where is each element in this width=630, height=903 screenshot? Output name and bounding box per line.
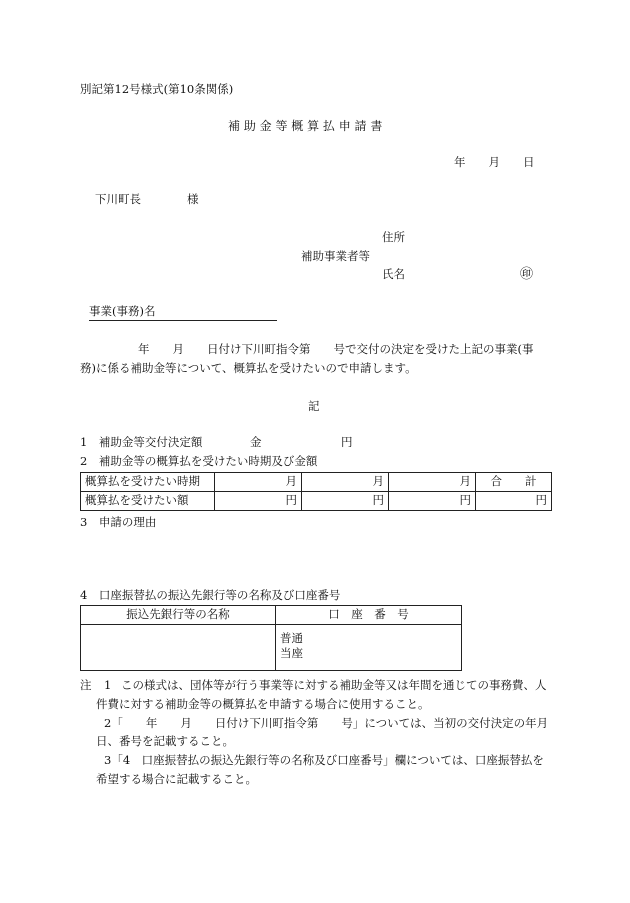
note-1-line-1: この様式は、団体等が行う事業等に対する補助金等又は年間を通じての事務費、人	[121, 678, 547, 692]
table-cell: 円	[389, 492, 476, 511]
name-label: 氏名	[382, 267, 405, 281]
table-cell: 円	[215, 492, 302, 511]
table-cell: 月	[215, 473, 302, 492]
table-cell: 月	[302, 473, 389, 492]
table-header: 振込先銀行等の名称	[81, 606, 276, 625]
item-3-label: 3 申請の理由	[80, 515, 157, 529]
address-label: 住所	[382, 230, 405, 244]
project-name-field	[89, 305, 277, 321]
body-line-1: 年 月 日付け下川町指令第 号で交付の決定を受けた上記の事業(事	[138, 342, 534, 356]
table-row	[81, 606, 462, 625]
date-line: 年 月 日	[454, 155, 535, 169]
note-3-line-1: 3「4 口座振替払の振込先銀行等の名称及び口座番号」欄については、口座振替払を	[104, 753, 544, 767]
applicant-group-label: 補助事業者等	[301, 249, 370, 263]
note-2-line-1: 2「 年 月 日付け下川町指令第 号」については、当初の交付決定の年月	[104, 716, 549, 730]
account-type: 普通	[280, 631, 303, 645]
item-1-kin: 金	[250, 435, 262, 449]
table-header: 口 座 番 号	[276, 606, 462, 625]
item-1-yen: 円	[341, 435, 353, 449]
note-3-line-2: 希望する場合に記載すること。	[96, 772, 257, 786]
item-2-label: 2 補助金等の概算払を受けたい時期及び金額	[80, 454, 318, 468]
addressee: 下川町長 様	[95, 192, 199, 206]
form-id: 別記第12号様式(第10条関係)	[80, 82, 234, 96]
table-row	[81, 492, 552, 511]
table-cell: 円	[476, 492, 552, 511]
table-cell: 円	[302, 492, 389, 511]
item-4-label: 4 口座振替払の振込先銀行等の名称及び口座番号	[80, 588, 341, 602]
bank-name-cell	[81, 625, 276, 671]
table-row	[81, 473, 552, 492]
table-cell: 月	[389, 473, 476, 492]
ki-heading: 記	[308, 399, 320, 413]
note-1-number: 1	[104, 678, 112, 692]
notes-prefix: 注	[80, 678, 92, 692]
table-cell: 概算払を受けたい額	[81, 492, 215, 511]
project-name-label: 事業(事務)名	[89, 304, 156, 318]
table-cell: 概算払を受けたい時期	[81, 473, 215, 492]
item-1-label: 1 補助金等交付決定額	[80, 435, 203, 449]
note-2-line-2: 日、番号を記載すること。	[96, 734, 234, 748]
bank-account-table	[80, 605, 462, 671]
table-cell: 合 計	[476, 473, 552, 492]
seal-mark: ㊞	[520, 267, 534, 282]
body-line-2: 務)に係る補助金等について、概算払を受けたいので申請します。	[80, 361, 417, 375]
table-row	[81, 625, 462, 671]
note-1-line-2: 件費に対する補助金等の概算払を申請する場合に使用すること。	[96, 697, 430, 711]
document-title: 補 助 金 等 概 算 払 申 請 書	[228, 119, 383, 133]
account-type: 当座	[280, 646, 303, 660]
advance-payment-table	[80, 472, 552, 511]
account-number-cell	[276, 625, 462, 671]
